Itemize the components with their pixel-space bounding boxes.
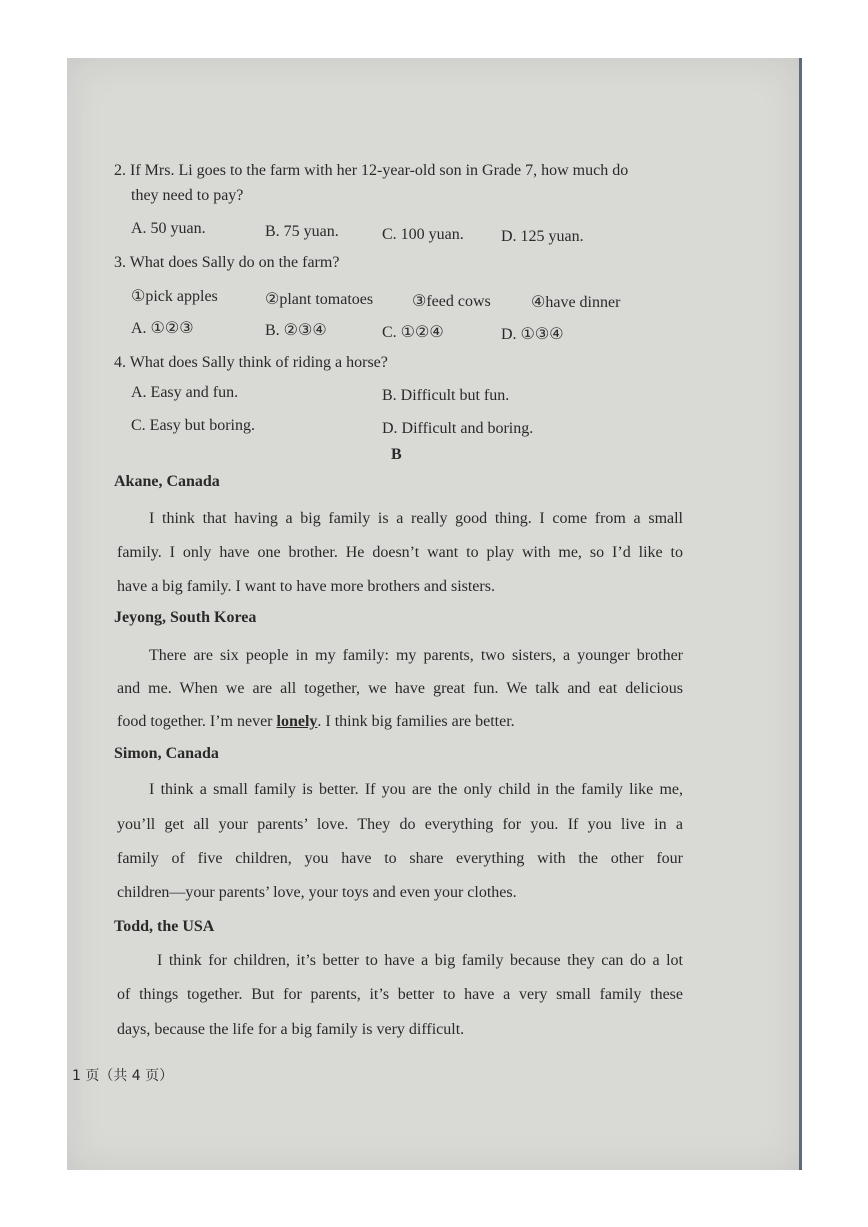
q3-option-a: A. ①②③ [131,320,194,337]
q2-option-c: C. 100 yuan. [382,226,464,243]
passage-akane-line2: family. I only have one brother. He doesn’t want to play with me, so I’d like to [117,544,683,561]
q3-option-c: C. ①②④ [382,324,444,341]
question-2-line1: 2. If Mrs. Li goes to the farm with her 12-year-old son in Grade 7, how much do [114,162,629,179]
passage-simon-line4: children—your parents’ love, your toys and even your clothes. [117,884,517,901]
q3-option-d: D. ①③④ [501,326,564,343]
q3-option-b: B. ②③④ [265,322,327,339]
passage-akane-line1: I think that having a big family is a really good thing. I come from a small [149,510,683,527]
question-3-line1: 3. What does Sally do on the farm? [114,254,340,271]
passage-todd-line3: days, because the life for a big family is very difficult. [117,1021,465,1038]
passage-jeyong-line1: There are six people in my family: my parents, two sisters, a younger brother [149,647,683,664]
passage-todd-line1: I think for children, it’s better to have a big family because they can do a lot [157,952,683,969]
q4-option-a: A. Easy and fun. [131,384,239,401]
passage-heading-akane: Akane, Canada [114,473,220,490]
passage-akane-line3: have a big family. I want to have more brothers and sisters. [117,578,495,595]
q3-item-3: ③feed cows [412,293,491,310]
q3-item-1: ①pick apples [131,288,218,305]
section-label: B [391,446,402,463]
passage-simon-line3: family of five children, you have to share everything with the other four [117,850,683,867]
passage-heading-simon: Simon, Canada [114,745,219,762]
passage-jeyong-line3-start: food together. I’m never [117,713,277,730]
q4-option-c: C. Easy but boring. [131,417,255,434]
passage-jeyong-line3-end: . I think big families are better. [317,713,515,730]
q2-option-a: A. 50 yuan. [131,220,206,237]
passage-heading-jeyong: Jeyong, South Korea [114,609,257,626]
passage-jeyong-line2: and me. When we are all together, we have great fun. We talk and eat delicious [117,680,683,697]
question-4-line1: 4. What does Sally think of riding a horse? [114,354,388,371]
passage-jeyong-line3 [117,713,515,731]
q4-option-b: B. Difficult but fun. [382,387,510,404]
q3-item-2: ②plant tomatoes [265,291,374,308]
passage-simon-line1: I think a small family is better. If you are the only child in the family like me, [149,781,683,798]
q3-item-4: ④have dinner [531,294,621,311]
underlined-word-lonely: lonely [276,713,318,730]
q2-option-b: B. 75 yuan. [265,223,339,240]
passage-simon-line2: you’ll get all your parents’ love. They do everything for you. If you live in a [117,816,683,833]
q2-option-d: D. 125 yuan. [501,228,584,245]
question-2-line2: they need to pay? [131,187,244,204]
scanner-edge [799,58,802,1170]
passage-todd-line2: of things together. But for parents, it’s better to have a very small family these [117,986,683,1003]
passage-heading-todd: Todd, the USA [114,918,215,935]
page-footer: 1 页（共 4 页） [72,1068,174,1084]
q4-option-d: D. Difficult and boring. [382,420,534,437]
